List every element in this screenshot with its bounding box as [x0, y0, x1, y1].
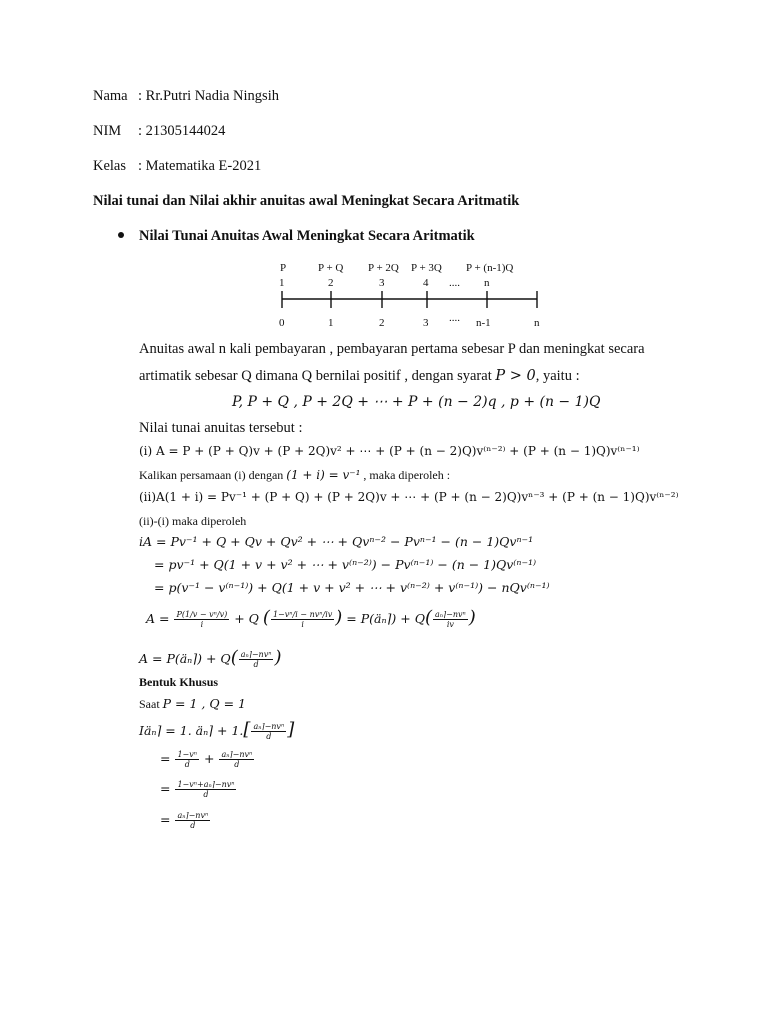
paragraph-text: , yaitu :: [535, 368, 580, 384]
payment-label: P: [280, 262, 287, 274]
a-formula-equals: = P(äₙ⌉) + Q: [346, 611, 425, 626]
class-value: : Matematika E-2021: [138, 158, 262, 174]
nilai-tunai-intro: Nilai tunai anuitas tersebut :: [139, 420, 303, 436]
condition-math: P > 0: [495, 368, 536, 384]
saat-math: P = 1 , Q = 1: [162, 696, 246, 711]
special-line-2-fraction-1: $\frac{\text{1−vⁿ}}{d}$: [177, 749, 198, 769]
name-value: : Rr.Putri Nadia Ningsih: [138, 88, 279, 104]
sequence-equation: P, P + Q , P + 2Q + ⋯ + P + (n − 2)q , p + (n − 1)Q: [232, 394, 601, 410]
period-label: 0: [279, 317, 285, 329]
nim-label: NIM: [93, 123, 122, 139]
payment-label: P + Q: [318, 262, 344, 274]
paragraph-line-1: Anuitas awal n kali pembayaran , pembayaran pertama sebesar P dan meningkat secara: [139, 341, 645, 357]
a-formula-fraction-3: $\frac{\text{aₙ⌉−nvⁿ}}{iv}$: [435, 609, 466, 629]
document-title: Nilai tunai dan Nilai akhir anuitas awal Meningkat Secara Aritmatik: [93, 193, 520, 209]
kalikan-line: [139, 468, 450, 483]
period-label: n: [534, 317, 540, 329]
special-line-3: [160, 775, 237, 803]
kalikan-math: (1 + i) = v⁻¹: [286, 468, 361, 482]
equation-ii: (ii)A(1 + i) = Pv⁻¹ + (P + Q) + (P + 2Q)v + ⋯ + (P + (n − 2)Q)vⁿ⁻³ + (P + (n − 1)Q)v⁽ⁿ⁻²⁾: [139, 490, 679, 504]
period-label: n-1: [476, 317, 491, 329]
nim-row: [93, 123, 225, 140]
a-formula-plus: + Q: [234, 611, 259, 626]
a-formula-fraction-2: $\frac{\text{1−vⁿ/i − nvⁿ/iv}}{i}$: [272, 609, 333, 629]
ii-minus-i-label: (ii)-(i) maka diperoleh: [139, 514, 247, 528]
a-formula-fraction-1: $\frac{\text{P(1/v − vⁿ/v)}}{i}$: [176, 609, 228, 629]
special-line-4: [160, 806, 211, 834]
a-final-formula: A = P(äₙ⌉) + Q( $\frac{\text{aₙ⌉−nvⁿ}}{d}$ ): [139, 647, 282, 669]
payment-label: P + 3Q: [411, 262, 442, 274]
bentuk-khusus-heading: Bentuk Khusus: [139, 675, 219, 689]
a-final-text: A = P(äₙ⌉) + Q: [139, 651, 231, 666]
plus-sign: +: [204, 751, 215, 766]
derivation-line-2: = pv⁻¹ + Q(1 + v + v² + ⋯ + v⁽ⁿ⁻²⁾) − Pv⁽ⁿ⁻¹⁾ − (n − 1)Qv⁽ⁿ⁻¹⁾: [154, 557, 537, 572]
payment-label: P + (n-1)Q: [466, 262, 514, 274]
payment-number: 2: [328, 277, 334, 289]
payment-number: 3: [379, 277, 385, 289]
paragraph-text: artimatik sebesar Q dimana Q bernilai positif , dengan syarat: [139, 368, 496, 384]
class-row: [93, 158, 261, 175]
special-line-4-fraction: $\frac{\text{aₙ⌉−nvⁿ}}{d}$: [177, 810, 209, 830]
equation-i: (i) A = P + (P + Q)v + (P + 2Q)v² + ⋯ + (P + (n − 2)Q)v⁽ⁿ⁻²⁾ + (P + (n − 1)Q)v⁽ⁿ⁻¹⁾: [139, 444, 640, 458]
special-line-2-fraction-2: $\frac{\text{aₙ⌉−nvⁿ}}{d}$: [221, 749, 253, 769]
equals-sign: =: [160, 751, 171, 766]
name-row: [93, 88, 279, 105]
nim-value: : 21305144024: [138, 123, 226, 139]
payment-label: P + 2Q: [368, 262, 399, 274]
period-label: 2: [379, 317, 385, 329]
section-heading: Nilai Tunai Anuitas Awal Meningkat Secara Aritmatik: [139, 228, 475, 244]
period-label: 1: [328, 317, 334, 329]
cashflow-timeline: [270, 258, 550, 332]
special-line-1-text: Iäₙ⌉ = 1. äₙ⌉ + 1.: [139, 723, 244, 738]
a-formula-lhs: A =: [146, 611, 170, 626]
name-label: Nama: [93, 88, 128, 104]
payment-number: n: [484, 277, 490, 289]
paragraph-line-2: [139, 368, 580, 385]
special-line-3-fraction: $\frac{\text{1−vⁿ+aₙ⌉−nvⁿ}}{d}$: [177, 779, 235, 799]
period-label: ....: [449, 312, 460, 324]
payment-number: 4: [423, 277, 429, 289]
equals-sign: =: [160, 812, 171, 827]
payment-number: 1: [279, 277, 285, 289]
special-line-2: [160, 745, 255, 773]
special-line-1: Iäₙ⌉ = 1. äₙ⌉ + 1.[ $\frac{\text{aₙ⌉−nvⁿ}}{d}$ ]: [139, 719, 295, 741]
kalikan-text: Kalikan persamaan (i) dengan: [139, 468, 287, 482]
class-label: Kelas: [93, 158, 127, 174]
saat-text: Saat: [139, 697, 163, 711]
derivation-line-3: = p(v⁻¹ − v⁽ⁿ⁻¹⁾) + Q(1 + v + v² + ⋯ + v⁽ⁿ⁻²⁾ + v⁽ⁿ⁻¹⁾) − nQv⁽ⁿ⁻¹⁾: [154, 580, 550, 595]
saat-line: [139, 696, 246, 712]
derivation-line-1: iA = Pv⁻¹ + Q + Qv + Qv² + ⋯ + Qvⁿ⁻² − Pvⁿ⁻¹ − (n − 1)Qvⁿ⁻¹: [139, 534, 534, 549]
bullet-icon: [118, 232, 124, 238]
equals-sign: =: [160, 781, 171, 796]
a-final-fraction: $\frac{\text{aₙ⌉−nvⁿ}}{d}$: [240, 649, 272, 669]
a-formula: A = $\frac{\text{P(1/v − vⁿ/v)}}{i}$ + Q ( $\frac{\text{1−vⁿ/i − nvⁿ/iv}}{i}$ ) = P(äₙ⌉) + Q( $\frac{\text{aₙ⌉−nvⁿ}}{iv}$ ): [146, 607, 476, 629]
period-label: 3: [423, 317, 429, 329]
kalikan-text: , maka diperoleh :: [360, 468, 451, 482]
payment-label: ....: [449, 277, 460, 289]
special-line-1-fraction: $\frac{\text{aₙ⌉−nvⁿ}}{d}$: [253, 721, 285, 741]
